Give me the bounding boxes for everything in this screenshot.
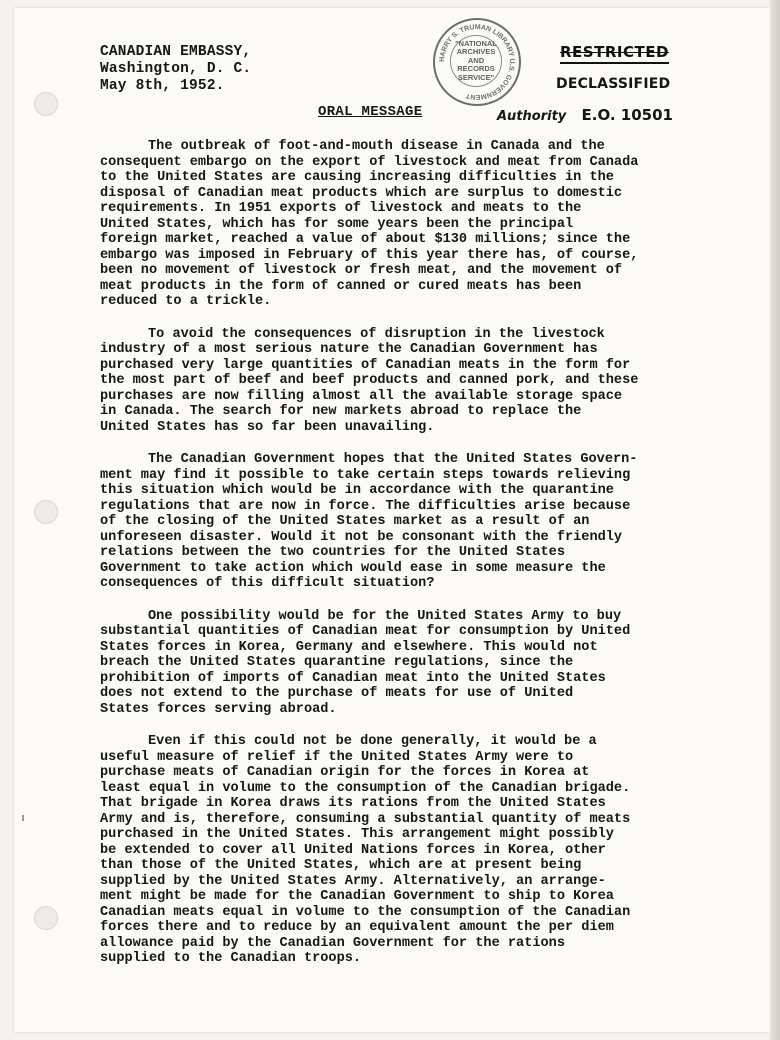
text-line: The Canadian Government hopes that the United States Govern-	[148, 452, 638, 467]
text-line: consequences of this difficult situation?	[100, 576, 435, 591]
text-line: ment might be made for the Canadian Government to ship to Korea	[100, 889, 614, 904]
text-line: embargo was imposed in February of this year there has, of course,	[100, 247, 639, 263]
text-line: industry of a most serious nature the Canadian Government has	[100, 342, 598, 357]
text-line: United States has so far been unavailing.	[100, 419, 435, 435]
text-line: the most part of beef and beef products and canned pork, and these	[100, 373, 639, 388]
text-line: does not extend to the purchase of meats for use of United	[100, 686, 574, 701]
body-paragraph	[100, 452, 740, 592]
text-line: useful measure of relief if the United States Army were to	[100, 749, 574, 765]
document-title: ORAL MESSAGE	[318, 104, 423, 120]
text-line: than those of the United States, which are at present being	[100, 858, 582, 873]
text-line: foreign market, reached a value of about $130 millions; since the	[100, 232, 631, 247]
stray-mark	[22, 815, 24, 821]
page-edge	[770, 0, 780, 1040]
seal-text: "NATIONAL ARCHIVES AND RECORDS SERVICE"	[450, 35, 502, 87]
restricted-stamp: RESTRICTED	[560, 43, 669, 64]
punch-hole	[34, 906, 58, 930]
sender-line: May 8th, 1952.	[100, 78, 225, 94]
text-line: relations between the two countries for the United States	[100, 545, 565, 560]
text-line: requirements. In 1951 exports of livestock and meats to the	[100, 201, 582, 216]
message-body	[100, 139, 740, 984]
text-line: consequent embargo on the export of livestock and meat from Canada	[100, 154, 639, 170]
text-line: To avoid the consequences of disruption in the livestock	[148, 326, 605, 342]
text-line: of the closing of the United States market as a result of an	[100, 514, 590, 529]
text-line: States forces serving abroad.	[100, 701, 337, 717]
text-line: purchased in the United States. This arrangement might possibly	[100, 827, 614, 842]
text-line: be extended to cover all United Nations forces in Korea, other	[100, 842, 606, 858]
body-paragraph	[100, 139, 740, 310]
text-line: ment may find it possible to take certain steps towards relieving	[100, 467, 631, 483]
text-line: regulations that are now in force. The difficulties arise because	[100, 498, 631, 514]
text-line: substantial quantities of Canadian meat for consumption by United	[100, 624, 631, 639]
text-line: forces there and to reduce by an equivalent amount the per diem	[100, 920, 614, 935]
body-paragraph	[100, 327, 740, 436]
text-line: One possibility would be for the United States Army to buy	[148, 608, 622, 624]
text-line: breach the United States quarantine regulations, since the	[100, 655, 574, 670]
text-line: States forces in Korea, Germany and elsewhere. This would not	[100, 639, 598, 655]
text-line: Government to take action which would ease in some measure the	[100, 560, 606, 576]
text-line: supplied by the United States Army. Alternatively, an arrange-	[100, 873, 606, 889]
text-line: Even if this could not be done generally, it would be a	[148, 734, 597, 749]
authority-label: Authority	[497, 109, 567, 124]
text-line: purchased very large quantities of Canadian meats in the form for	[100, 357, 631, 373]
punch-hole	[34, 500, 58, 524]
text-line: allowance paid by the Canadian Government for the rations	[100, 935, 565, 951]
declassified-stamp: DECLASSIFIED	[556, 76, 671, 92]
authority-stamp	[497, 106, 673, 124]
punch-hole	[34, 92, 58, 116]
body-paragraph	[100, 609, 740, 718]
text-line: purchases are now filling almost all the available storage space	[100, 388, 623, 404]
text-line: in Canada. The search for new markets abroad to replace the	[100, 404, 582, 419]
body-paragraph	[100, 734, 740, 967]
text-line: least equal in volume to the consumption of the Canadian brigade.	[100, 780, 631, 796]
text-line: been no movement of livestock or fresh meat, and the movement of	[100, 263, 623, 278]
text-line: Canadian meats equal in volume to the consumption of the Canadian	[100, 904, 631, 920]
text-line: That brigade in Korea draws its rations from the United States	[100, 796, 606, 811]
text-line: purchase meats of Canadian origin for the forces in Korea at	[100, 765, 590, 780]
text-line: United States, which has for some years been the principal	[100, 216, 574, 232]
text-line: unforeseen disaster. Would it not be consonant with the friendly	[100, 529, 623, 545]
text-line: supplied to the Canadian troops.	[100, 951, 362, 966]
text-line: reduced to a trickle.	[100, 294, 272, 309]
sender-line: CANADIAN EMBASSY,	[100, 44, 252, 60]
text-line: disposal of Canadian meat products which are surplus to domestic	[100, 185, 623, 201]
text-line: prohibition of imports of Canadian meat into the United States	[100, 670, 606, 686]
text-line: Army and is, therefore, consuming a substantial quantity of meats	[100, 811, 631, 827]
seal-ring-text: HARRY S. TRUMAN LIBRARY U.S. GOVERNMENT	[438, 23, 516, 101]
text-line: The outbreak of foot-and-mouth disease in Canada and the	[148, 139, 605, 154]
eo-number: E.O. 10501	[581, 106, 673, 124]
archive-seal-stamp	[433, 18, 521, 106]
text-line: this situation which would be in accordance with the quarantine	[100, 483, 614, 498]
text-line: meat products in the form of canned or cured meats has been	[100, 278, 582, 294]
text-line: to the United States are causing increasing difficulties in the	[100, 170, 614, 185]
sender-block	[100, 44, 251, 95]
sender-line: Washington, D. C.	[100, 61, 252, 77]
